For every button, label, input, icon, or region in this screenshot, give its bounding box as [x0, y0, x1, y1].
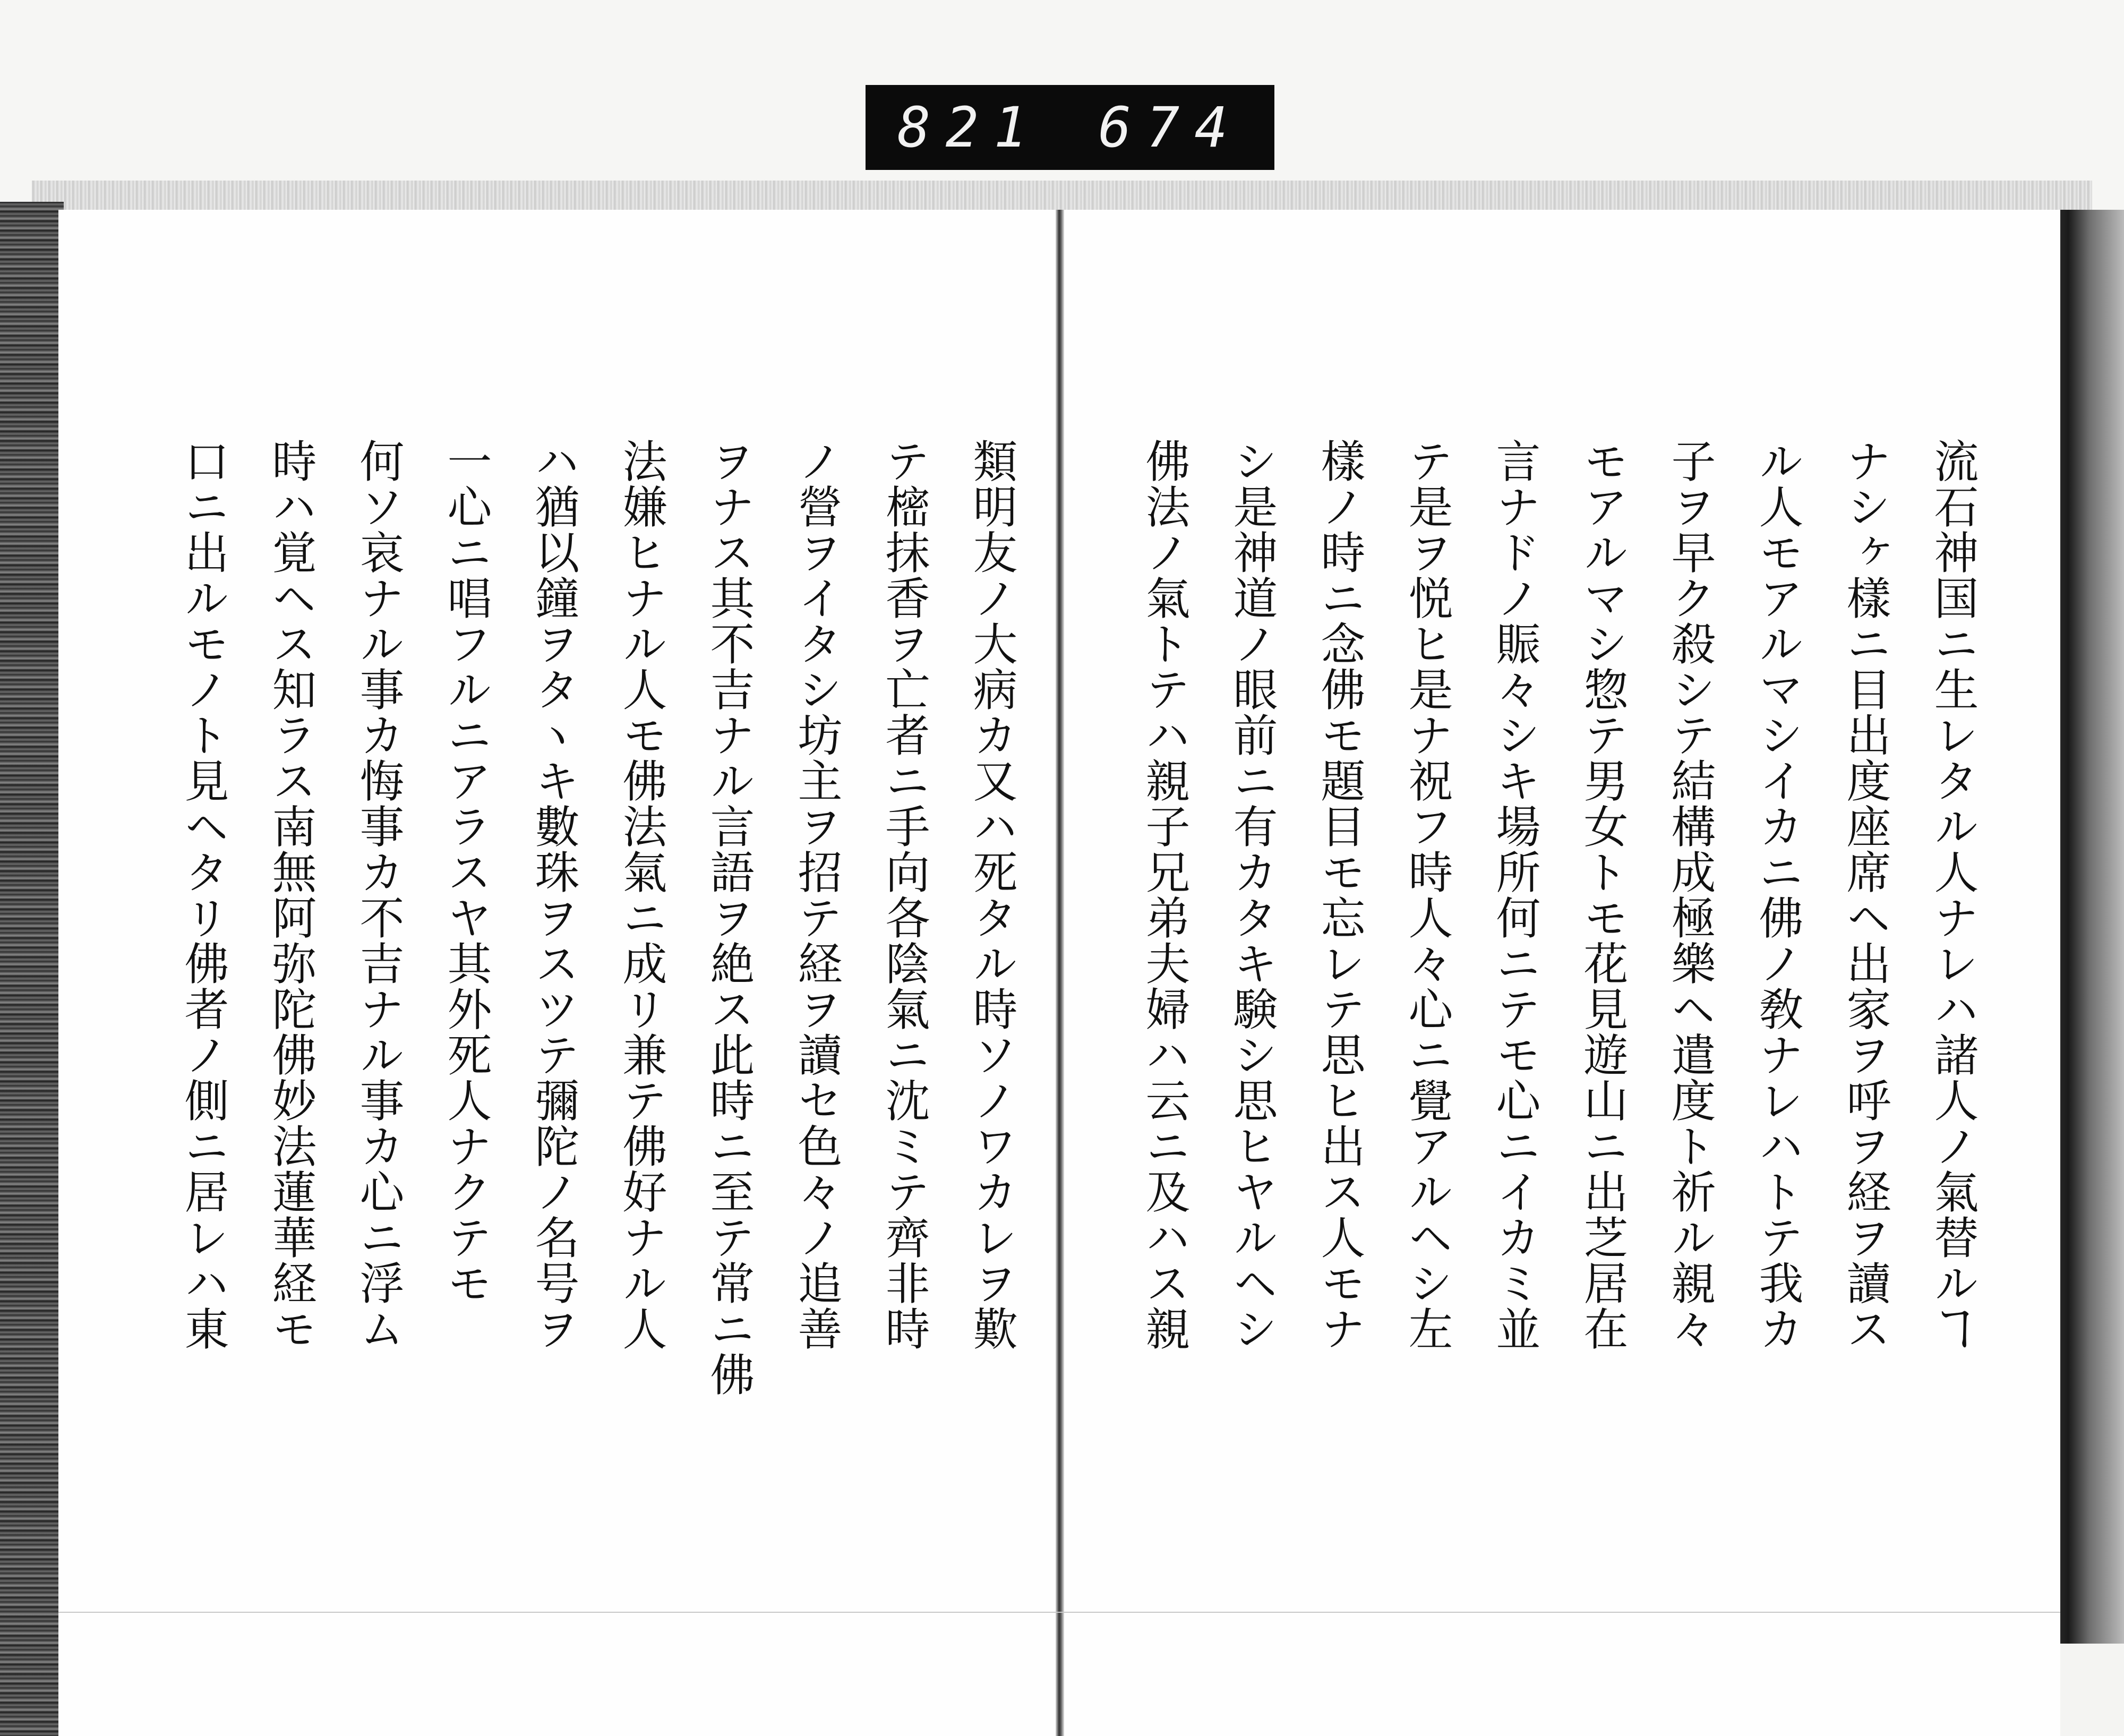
text-column: ノ營ヲイタシ坊主ヲ招テ経ヲ讀セ色々ノ追善 — [791, 438, 843, 1352]
right-page — [1062, 210, 2060, 1736]
text-column: 時ハ覚ヘス知ラス南無阿弥陀佛妙法蓮華経モ — [265, 438, 317, 1352]
catalog-label-tag — [866, 85, 1274, 170]
text-column: ヲナス其不吉ナル言語ヲ絶ス此時ニ至テ常ニ佛 — [703, 438, 755, 1397]
open-book — [58, 210, 2060, 1736]
text-column: モアルマシ惣テ男女トモ花見遊山ニ出芝居在 — [1577, 438, 1629, 1352]
text-column: 口ニ出ルモノト見ヘタリ佛者ノ側ニ居レハ東 — [177, 438, 229, 1352]
text-column: シ是神道ノ眼前ニ有カタキ験シ思ヒヤルヘシ — [1226, 438, 1278, 1352]
book-left-edge — [0, 202, 64, 1736]
page-bottom-edge — [58, 1612, 2060, 1613]
text-column: 法嫌ヒナル人モ佛法氣ニ成リ兼テ佛好ナル人 — [615, 438, 667, 1352]
left-page-text — [138, 438, 1035, 1596]
text-column: 一心ニ唱フルニアラスヤ其外死人ナクテモ — [440, 438, 492, 1306]
text-column: テ樒抹香ヲ亡者ニ手向各陰氣ニ沈ミテ齊非時 — [878, 438, 930, 1352]
text-column: ナシヶ樣ニ目出度座席ヘ出家ヲ呼ヲ経ヲ讀ス — [1839, 438, 1891, 1352]
text-column: テ是ヲ悦ヒ是ナ祝フ時人々心ニ覺アルヘシ左 — [1401, 438, 1453, 1352]
catalog-number-left: 821 — [897, 95, 1042, 160]
text-column: 流石神国ニ生レタル人ナレハ諸人ノ氣替ルヿ — [1927, 438, 1979, 1352]
right-page-text — [1112, 438, 1997, 1596]
text-column: ハ猶以鐘ヲタヽキ數珠ヲスツテ彌陀ノ名号ヲ — [528, 438, 580, 1352]
book-gutter — [1056, 210, 1064, 1736]
text-column: 佛法ノ氣トテハ親子兄弟夫婦ハ云ニ及ハス親 — [1138, 438, 1191, 1352]
text-column: 言ナドノ賑々シキ場所何ニテモ心ニイカミ並 — [1489, 438, 1541, 1352]
text-column: 何ソ哀ナル事カ悔事カ不吉ナル事カ心ニ浮ム — [353, 438, 405, 1352]
left-page — [58, 210, 1060, 1736]
catalog-number-right: 674 — [1098, 95, 1243, 160]
text-column: 子ヲ早ク殺シテ結構成極樂ヘ遣度ト祈ル親々 — [1664, 438, 1716, 1352]
text-column: 類明友ノ大病カ又ハ死タル時ソノワカレヲ歎 — [966, 438, 1018, 1352]
text-column: ル人モアルマシイカニ佛ノ敎ナレハトテ我カ — [1752, 438, 1804, 1352]
text-column: 樣ノ時ニ念佛モ題目モ忘レテ思ヒ出ス人モナ — [1314, 438, 1366, 1352]
